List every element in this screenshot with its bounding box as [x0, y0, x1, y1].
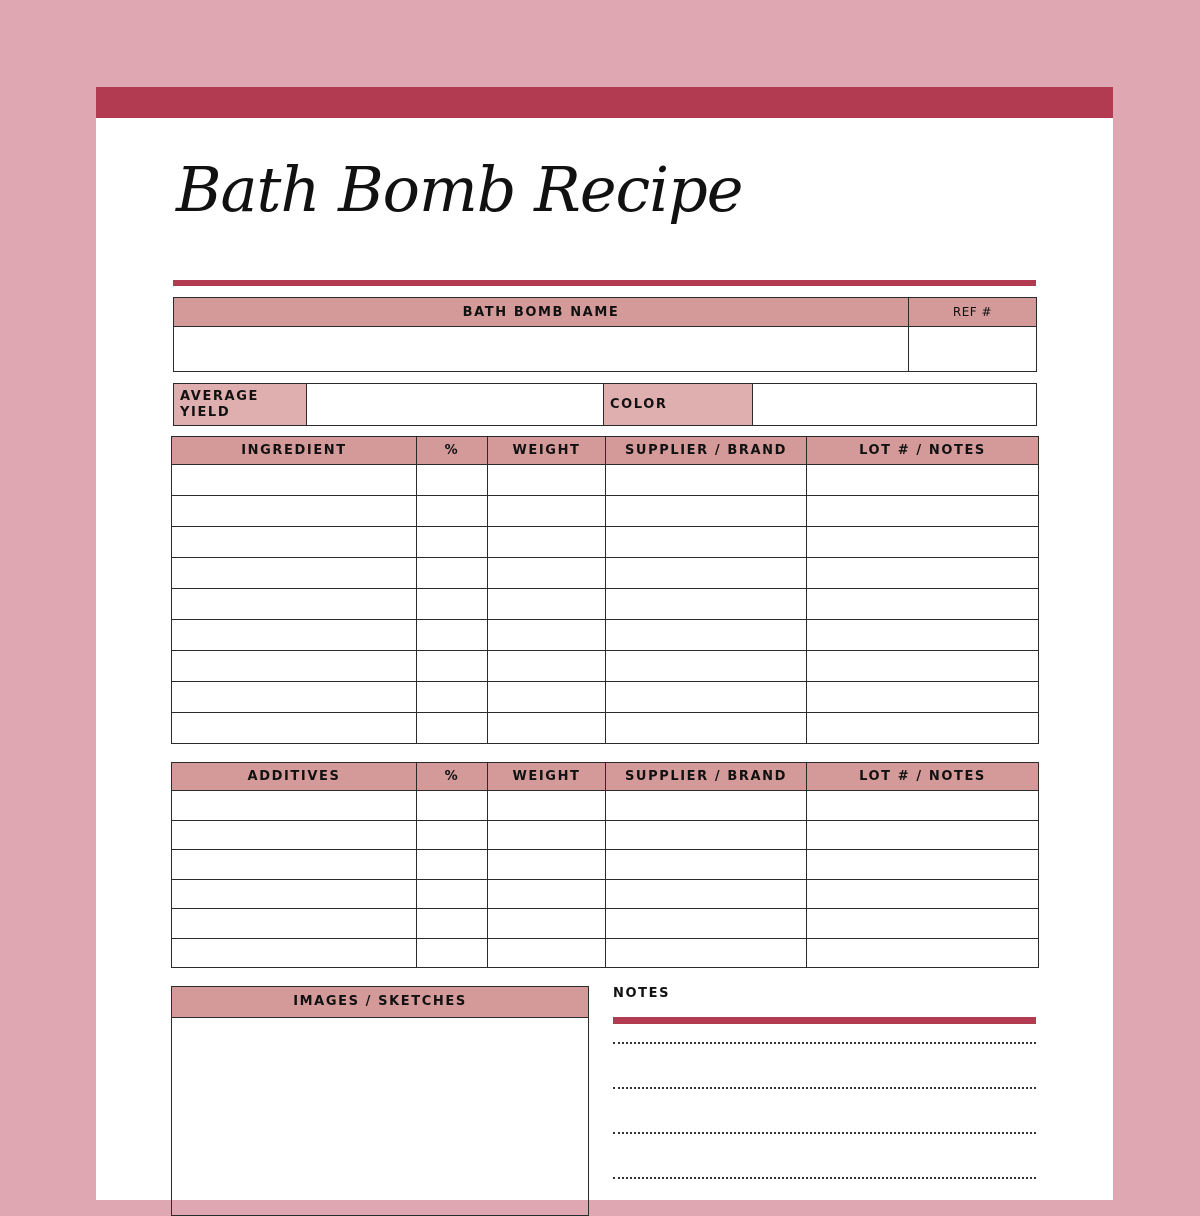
recipe-sheet: [96, 87, 1113, 1200]
table-cell[interactable]: [172, 791, 417, 821]
table-cell[interactable]: [417, 465, 488, 496]
notes-line[interactable]: [613, 1042, 1036, 1044]
table-cell[interactable]: [807, 879, 1039, 909]
images-sketches-header: IMAGES / SKETCHES: [172, 987, 588, 1018]
table-cell[interactable]: [488, 465, 606, 496]
table-cell[interactable]: [417, 791, 488, 821]
table-cell[interactable]: [606, 558, 807, 589]
table-cell[interactable]: [488, 791, 606, 821]
table-cell[interactable]: [172, 713, 417, 744]
table-cell[interactable]: [172, 879, 417, 909]
table-cell[interactable]: [172, 620, 417, 651]
table-cell[interactable]: [488, 620, 606, 651]
table-cell[interactable]: [807, 527, 1039, 558]
additive-row: [172, 791, 1039, 821]
table-cell[interactable]: [172, 682, 417, 713]
table-cell[interactable]: [417, 909, 488, 939]
notes-label: NOTES: [613, 986, 671, 1001]
table-cell[interactable]: [488, 496, 606, 527]
ref-field[interactable]: [909, 327, 1037, 372]
table-cell[interactable]: [488, 713, 606, 744]
average-yield-field[interactable]: [307, 384, 604, 426]
table-cell[interactable]: [172, 820, 417, 850]
table-cell[interactable]: [417, 850, 488, 880]
additive-row: [172, 909, 1039, 939]
table-cell[interactable]: [807, 651, 1039, 682]
table-cell[interactable]: [606, 713, 807, 744]
table-cell[interactable]: [172, 909, 417, 939]
ingredient-row: [172, 589, 1039, 620]
column-header: SUPPLIER / BRAND: [606, 763, 807, 791]
table-cell[interactable]: [606, 620, 807, 651]
table-cell[interactable]: [417, 820, 488, 850]
table-cell[interactable]: [807, 620, 1039, 651]
table-cell[interactable]: [606, 938, 807, 968]
ingredient-row: [172, 682, 1039, 713]
table-cell[interactable]: [488, 527, 606, 558]
table-cell[interactable]: [807, 589, 1039, 620]
images-sketches-box[interactable]: [171, 986, 589, 1216]
page-title: Bath Bomb Recipe: [176, 153, 743, 226]
table-cell[interactable]: [488, 682, 606, 713]
column-header: ADDITIVES: [172, 763, 417, 791]
notes-line[interactable]: [613, 1177, 1036, 1179]
table-cell[interactable]: [417, 620, 488, 651]
table-cell[interactable]: [417, 938, 488, 968]
column-header: SUPPLIER / BRAND: [606, 437, 807, 465]
column-header: WEIGHT: [488, 763, 606, 791]
table-cell[interactable]: [807, 850, 1039, 880]
title-divider: [173, 280, 1036, 286]
table-cell[interactable]: [807, 496, 1039, 527]
column-header: LOT # / NOTES: [807, 437, 1039, 465]
table-cell[interactable]: [606, 850, 807, 880]
bath-bomb-name-field[interactable]: [174, 327, 909, 372]
additive-row: [172, 879, 1039, 909]
column-header: INGREDIENT: [172, 437, 417, 465]
table-cell[interactable]: [417, 879, 488, 909]
bath-bomb-name-header: BATH BOMB NAME: [174, 298, 909, 327]
additive-row: [172, 820, 1039, 850]
table-cell[interactable]: [417, 713, 488, 744]
table-cell[interactable]: [606, 465, 807, 496]
table-cell[interactable]: [606, 820, 807, 850]
table-cell[interactable]: [807, 682, 1039, 713]
table-cell[interactable]: [606, 589, 807, 620]
details-table: [173, 383, 1037, 426]
table-cell[interactable]: [606, 496, 807, 527]
table-cell[interactable]: [488, 558, 606, 589]
column-header: WEIGHT: [488, 437, 606, 465]
table-cell[interactable]: [488, 820, 606, 850]
table-cell[interactable]: [172, 589, 417, 620]
table-cell[interactable]: [488, 879, 606, 909]
table-cell[interactable]: [417, 682, 488, 713]
ingredient-row: [172, 496, 1039, 527]
table-cell[interactable]: [488, 850, 606, 880]
table-cell[interactable]: [488, 938, 606, 968]
ingredients-table: [171, 436, 1039, 744]
notes-line[interactable]: [613, 1087, 1036, 1089]
notes-line[interactable]: [613, 1132, 1036, 1134]
table-cell[interactable]: [488, 909, 606, 939]
table-cell[interactable]: [417, 527, 488, 558]
ingredient-row: [172, 651, 1039, 682]
name-table: [173, 297, 1037, 372]
column-header: %: [417, 763, 488, 791]
ingredient-row: [172, 465, 1039, 496]
table-cell[interactable]: [417, 589, 488, 620]
table-cell[interactable]: [606, 909, 807, 939]
table-cell[interactable]: [807, 558, 1039, 589]
table-cell[interactable]: [807, 820, 1039, 850]
table-cell[interactable]: [807, 938, 1039, 968]
table-cell[interactable]: [807, 791, 1039, 821]
additives-header-row: [172, 763, 1039, 791]
table-cell[interactable]: [172, 527, 417, 558]
table-cell[interactable]: [606, 879, 807, 909]
table-cell[interactable]: [807, 713, 1039, 744]
ingredient-row: [172, 713, 1039, 744]
table-cell[interactable]: [807, 465, 1039, 496]
table-cell[interactable]: [606, 651, 807, 682]
ingredient-row: [172, 527, 1039, 558]
table-cell[interactable]: [172, 850, 417, 880]
table-cell[interactable]: [488, 589, 606, 620]
top-accent-bar: [96, 87, 1113, 118]
table-cell[interactable]: [172, 938, 417, 968]
average-yield-label: AVERAGE YIELD: [174, 384, 307, 426]
table-cell[interactable]: [488, 651, 606, 682]
table-cell[interactable]: [172, 465, 417, 496]
ref-header: REF #: [909, 298, 1037, 327]
table-cell[interactable]: [172, 496, 417, 527]
column-header: %: [417, 437, 488, 465]
table-cell[interactable]: [172, 558, 417, 589]
table-cell[interactable]: [807, 909, 1039, 939]
table-cell[interactable]: [172, 651, 417, 682]
table-cell[interactable]: [606, 682, 807, 713]
table-cell[interactable]: [417, 558, 488, 589]
additive-row: [172, 938, 1039, 968]
table-cell[interactable]: [417, 496, 488, 527]
table-cell[interactable]: [606, 527, 807, 558]
ingredients-header-row: [172, 437, 1039, 465]
table-cell[interactable]: [606, 791, 807, 821]
ingredient-row: [172, 558, 1039, 589]
additives-table: [171, 762, 1039, 968]
color-label: COLOR: [604, 384, 753, 426]
table-cell[interactable]: [417, 651, 488, 682]
column-header: LOT # / NOTES: [807, 763, 1039, 791]
ingredient-row: [172, 620, 1039, 651]
notes-divider: [613, 1017, 1036, 1024]
color-field[interactable]: [753, 384, 1037, 426]
additive-row: [172, 850, 1039, 880]
